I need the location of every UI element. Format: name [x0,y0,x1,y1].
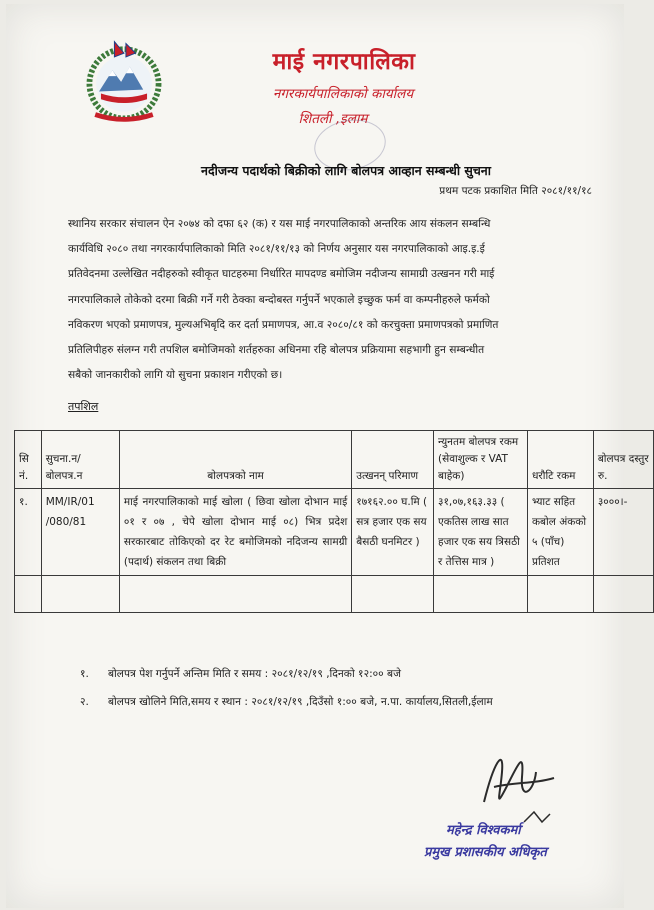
notice-page [6,4,649,908]
header-name: बोलपत्रको नाम [119,431,351,489]
table-row-blank [15,576,654,613]
signatory-name: महेन्द्र विश्वकर्मा [446,823,521,838]
list-item-number: २. [80,696,89,708]
header-code: सुचना.न/ बोलपत्र.न [41,431,119,489]
cell-sn: १. [15,489,42,576]
tender-details-table [14,430,654,613]
office-name: नगरकार्यपालिकाको कार्यालय [272,86,414,102]
nepal-emblem-icon [76,32,172,128]
header-sn: सि नं. [15,431,42,489]
header-rate: न्युनतम बोलपत्र रकम (सेवाशुल्क र VAT बाहेक) [434,431,528,489]
municipality-name: माई नगरपालिका [272,48,416,75]
table-header-row [15,431,654,489]
notice-body [68,212,592,388]
cell-code: MM/IR/01 /080/81 [41,489,119,576]
signature-icon [464,742,574,832]
notice-title: नदीजन्य पदार्थको बिक्रीको लागि बोलपत्र आव्हान सम्बन्धी सुचना [201,163,491,178]
list-item-number: १. [80,668,89,680]
body-line: प्रतिवेदनमा उल्लेखित नदीहरुको स्वीकृत घाटहरुमा निर्धारित मापदण्ड बमोजिम नदीजन्य सामाग्री उत्खनन गरी माई [68,268,495,281]
office-address: शितली ,इलाम [298,111,368,127]
cell-rate: ३१,०७,१६३.३३ ( एकतिस लाख सात हजार एक सय त्रिसठी र तेत्तिस मात्र ) [434,489,528,576]
body-line: नविकरण भएको प्रमाणपत्र, मुल्यअभिबृदि कर दर्ता प्रमाणपत्र, आ.व २०८०/८१ को करचुक्ता प्रमाणपत्रको प्रमाणित [68,318,499,331]
list-item [80,688,600,716]
table-row [15,489,654,576]
section-label: तपशिल [68,400,99,413]
header-deposit: धरौटि रकम [527,431,593,489]
list-item-text: बोलपत्र खोलिने मिति,समय र स्थान : २०८१/१२/१९ ,दिउँसो १:०० बजे, न.पा. कार्यालय,सितली,ईलाम [108,696,493,708]
list-item [80,660,600,688]
body-line: प्रतिलिपीहरु संलग्न गरी तपशिल बमोजिमको शर्तहरुका अधिनमा रहि बोलपत्र प्रक्रियामा सहभागी हुन सम्बन्धीत [68,344,485,357]
list-item-text: बोलपत्र पेश गर्नुपर्ने अन्तिम मिति र समय : २०८१/१२/१९ ,दिनको १२:०० बजे [108,668,401,680]
body-line: नगरपालिकाले तोकेको दरमा बिक्री गर्ने गरी ठेक्का बन्दोबस्त गर्नुपर्ने भएकाले इच्छुक फर्म वा कम्पनीहरुले फर्मको [68,293,490,306]
body-line: कार्यविधि २०८० तथा नगरकार्यपालिकाको मिति २०८१/११/१३ को निर्णय अनुसार यस नगरपालिकाको आइ.इ.ई [68,243,485,256]
header-fee: बोलपत्र दस्तुर रु. [593,431,653,489]
body-line: सबैको जानकारीको लागि यो सुचना प्रकाशन गरीएको छ। [68,369,283,382]
cell-deposit: भ्याट सहित कबोल अंकको ५ (पाँच) प्रतिशत [527,489,593,576]
cell-fee: ३०००।- [593,489,653,576]
cell-name: माई नगरपालिकाको माई खोला ( छिवा खोला दोभान माई ०१ र ०७ , चेपे खोला दोभान माई ०८) भित्र प्रदेश सरकारबाट तोकिएको दर रेट बमोजिमको नदिजन्य सामग्री (पदार्थ) संकलन तथा बिक्री [119,489,351,576]
signatory-title: प्रमुख प्रशासकीय अधिकृत [424,845,547,860]
header-qty: उत्खनन् परिमाण [352,431,434,489]
publish-date: प्रथम पटक प्रकाशित मिति २०८१/११/१८ [439,185,592,197]
deadline-list [80,660,600,716]
cell-qty: १७१६२.०० घ.मि ( सत्र हजार एक सय बैसठी घनमिटर ) [352,489,434,576]
body-line: स्थानिय सरकार संचालन ऐन २०७४ को दफा ६२ (क) र यस माई नगरपालिकाको अन्तरिक आय संकलन सम्बन्धि [68,218,491,230]
